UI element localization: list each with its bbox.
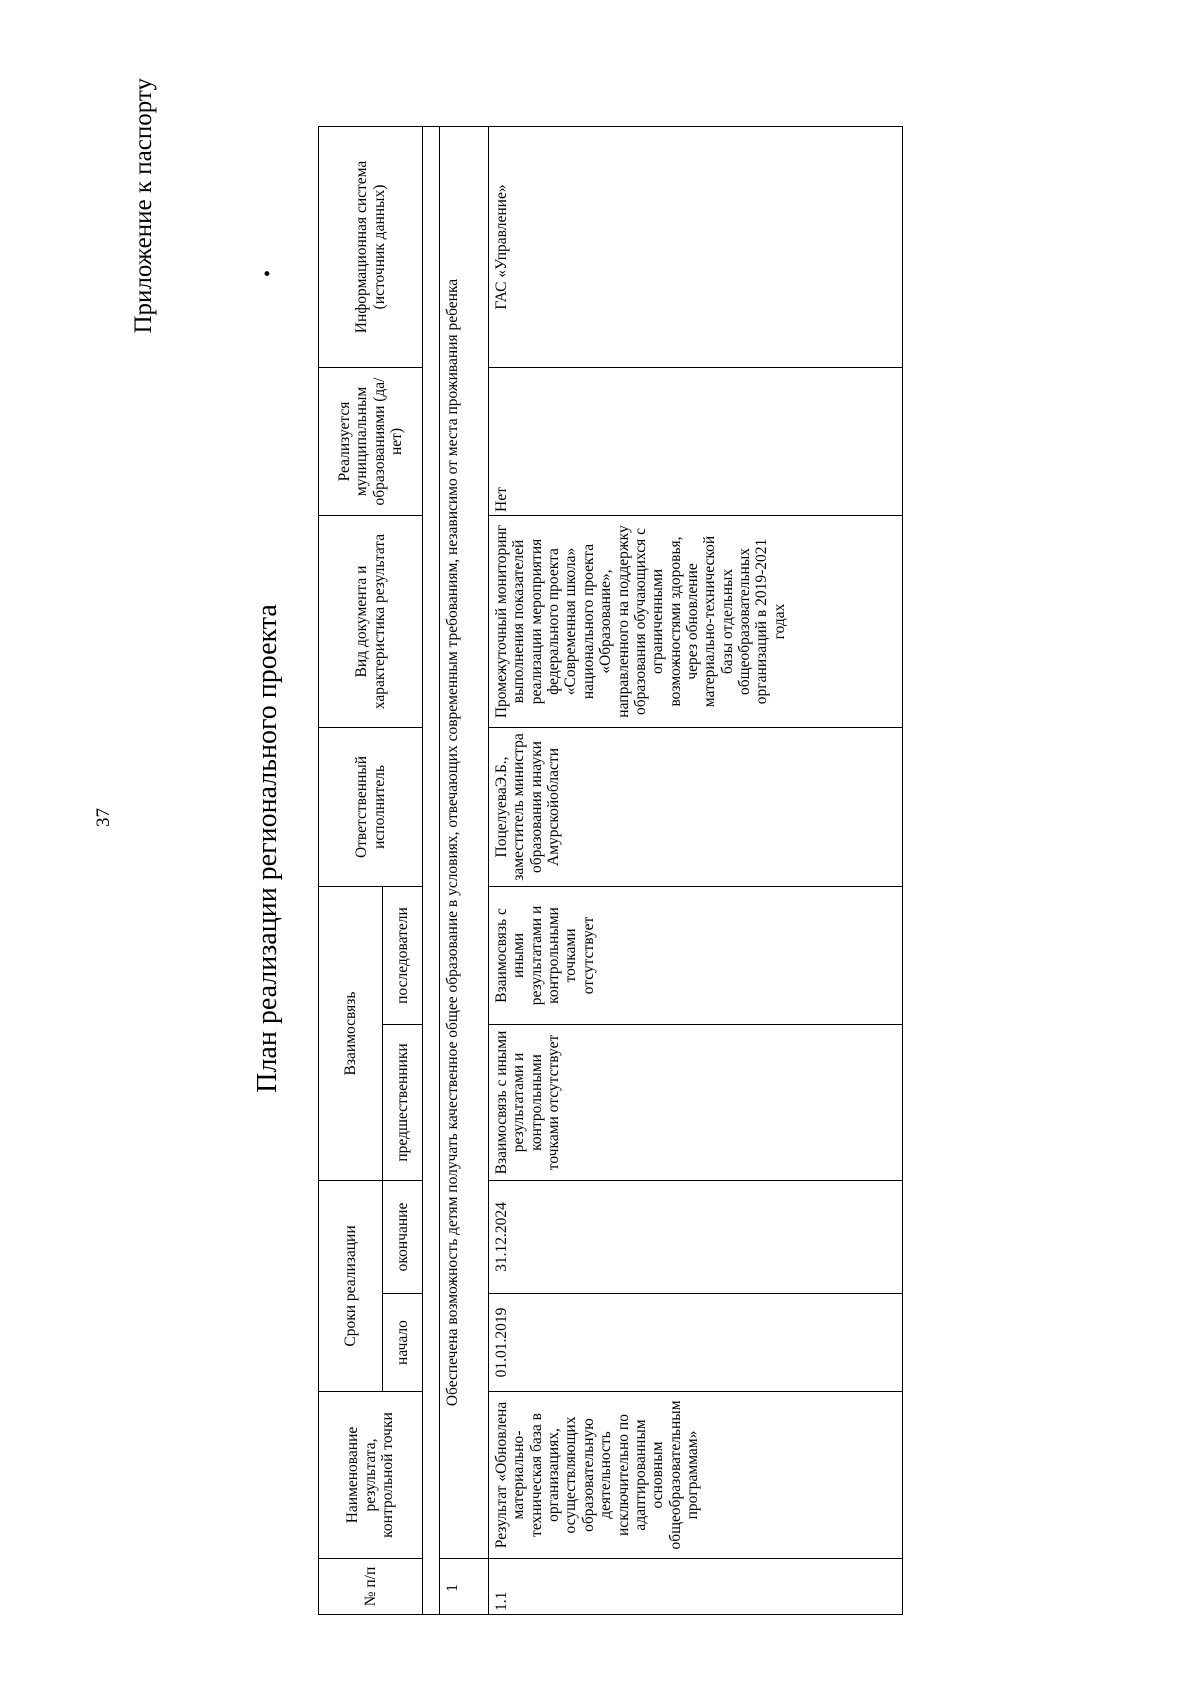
header-name: Наименование результата, контрольной точки bbox=[319, 1392, 423, 1559]
decorative-mark: • bbox=[257, 269, 279, 277]
header-predecessors: предшественники bbox=[383, 1024, 423, 1180]
page-number: 37 bbox=[93, 808, 114, 827]
row-executor: ПоцелуеваЭ.Б., заместитель министра образования инауки Амурскойобласти bbox=[489, 727, 903, 886]
header-executor: Ответственный исполнитель bbox=[319, 727, 423, 886]
row-successors: Взаимосвязь с иными результатами и контрольными точками отсутствует bbox=[489, 886, 903, 1024]
row-predecessors: Взаимосвязь с иными результатами и контрольными точками отсутствует bbox=[489, 1024, 903, 1180]
header-terms: Сроки реализации bbox=[319, 1180, 383, 1391]
row-number: 1.1 bbox=[489, 1559, 903, 1615]
attachment-label: Приложение к паспорту bbox=[130, 78, 157, 334]
spacer-row bbox=[423, 126, 440, 1614]
row-end-date: 31.12.2024 bbox=[489, 1180, 903, 1293]
header-end: окончание bbox=[383, 1180, 423, 1293]
header-num: № п/п bbox=[319, 1559, 423, 1615]
goal-row bbox=[440, 126, 489, 1614]
header-document: Вид документа и характеристика результата bbox=[319, 515, 423, 727]
header-municipal: Реализуется муниципальным образованиями (да/нет) bbox=[319, 367, 423, 515]
goal-number: 1 bbox=[440, 1559, 489, 1615]
goal-text: Обеспечена возможность детям получать качественное общее образование в условиях, отвечающих современным требованиям, независимо от места проживания ребенка bbox=[440, 126, 489, 1558]
header-start: начало bbox=[383, 1294, 423, 1392]
row-document: Промежуточный мониторинг выполнения показателей реализации мероприятия федерального проекта «Современная школа» национального проекта «Образование», направленного на поддержку образования обучающихся с ограниченными возможностями здоровья, через обновление материально-технической базы отдельных общеобразовательных организаций в 2019-2021 годах bbox=[489, 515, 903, 727]
page-title: План реализации регионального проекта bbox=[252, 604, 283, 1093]
header-infosystem: Информационная система (источник данных) bbox=[319, 126, 423, 367]
row-infosystem: ГАС «Управление» bbox=[489, 126, 903, 367]
header-relation: Взаимосвязь bbox=[319, 886, 383, 1180]
header-successors: последователи bbox=[383, 886, 423, 1024]
row-municipal: Нет bbox=[489, 367, 903, 515]
table-row bbox=[489, 126, 903, 1614]
row-start-date: 01.01.2019 bbox=[489, 1294, 903, 1392]
plan-table bbox=[318, 126, 903, 1615]
row-name: Результат «Обновлена материально-техническая база в организациях, осуществляющих образовательную деятельность исключительно по адаптированным основным общеобразовательным программам» bbox=[489, 1392, 903, 1559]
